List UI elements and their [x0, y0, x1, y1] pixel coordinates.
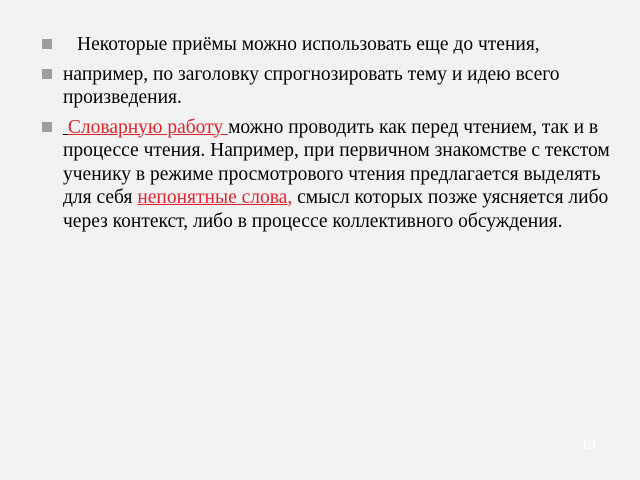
bullet-list — [0, 33, 625, 239]
square-bullet-icon — [42, 122, 52, 132]
bullet-item-2 — [0, 63, 625, 110]
bullet-text-3b: смысл которых позже уясняется либо через контекст, либо в процессе коллективного обсуждения. — [63, 187, 609, 232]
unknown-words-link[interactable]: непонятные слова — [137, 187, 288, 208]
unknown-words-link-comma[interactable]: , — [287, 187, 293, 208]
bullet-text-2: например, по заголовку спрогнозировать тему и идею всего произведения. — [63, 63, 560, 108]
vocabulary-work-link[interactable]: Словарную работу — [67, 116, 229, 138]
square-bullet-icon — [42, 69, 52, 79]
bullet-text-3a: можно проводить как перед чтением, так и в процессе чтения. Например, при первичном знакомстве с текстом ученику в режиме просмотрового чтения предлагается выделять для себя — [63, 116, 610, 208]
square-bullet-icon — [42, 39, 52, 49]
page-number: 10 — [581, 437, 596, 452]
bullet-text-1: Некоторые приёмы можно использовать еще до чтения, — [77, 34, 540, 55]
bullet-item-1 — [0, 33, 625, 57]
bullet-item-3 — [0, 116, 625, 234]
